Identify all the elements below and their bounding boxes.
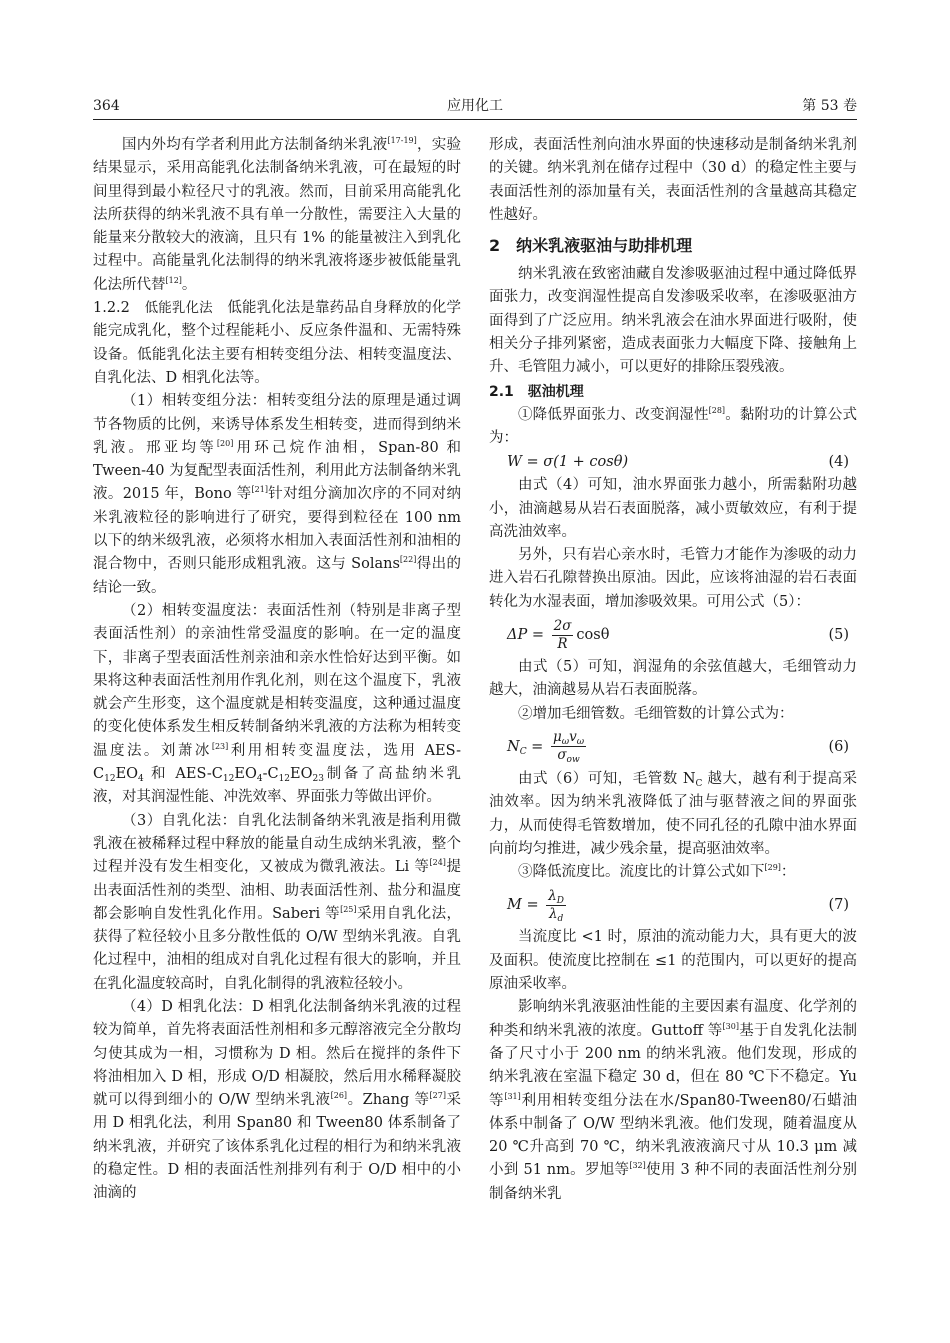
paragraph-item-3: ③降低流度比。流度比的计算公式如下[29]： bbox=[518, 863, 796, 881]
citation: [24] bbox=[429, 858, 446, 868]
paragraph-wettability: 另外，只有岩心亲水时，毛管力才能作为渗吸的动力进入岩石孔隙替换出原油。因此，应该将油湿的岩石表面转化为水湿表面，增加渗吸效果。可用公式（5）： bbox=[489, 547, 857, 610]
citation: [32] bbox=[629, 1161, 646, 1171]
paragraph-factors: 影响纳米乳液驱油性能的主要因素有温度、化学剂的种类和纳米乳液的浓度。Guttoff 等[30]基于自发乳化法制备了尺寸小于 200 nm 的纳米乳液。他们发现，形成的纳米乳液在室温下稳定 30 d，但在 80 ℃下不稳定。Yu 等[31]利用相转变组分法在水/Span80-Tween80/石蜡油体系中制备了 O/W 型纳米乳液。他们发现，随着温度从 20 ℃升高到 70 ℃，纳米乳液液滴尺寸从 10.3 μm 减小到 51 nm。罗旭等[32]使用 3 种不同的表面活性剂分别制备纳米乳 bbox=[489, 999, 858, 1202]
journal-title: 应用化工 bbox=[447, 98, 503, 114]
paragraph-eq7-explanation: 当流度比 <1 时，原油的流动能力大，具有更大的波及面积。使流度比控制在 ≤1 的范围内，可以更好的提高原油采收率。 bbox=[489, 929, 857, 993]
subsection-heading-2-1: 2.1 驱油机理 bbox=[489, 383, 584, 400]
citation: [29] bbox=[764, 863, 781, 873]
section-heading-2: 2 纳米乳液驱油与助排机理 bbox=[489, 236, 693, 256]
paragraph-continued: 形成，表面活性剂向油水界面的快速移动是制备纳米乳剂的关键。纳米乳剂在储存过程中（30 d）的稳定性主要与表面活性剂的添加量有关，表面活性剂的含量越高其稳定性越好。 bbox=[489, 137, 857, 223]
section-1-2-2: 1.2.2 低能乳化法 低能乳化法是靠药品自身释放的化学能完成乳化，整个过程能耗小、反应条件温和、无需特殊设备。低能乳化法主要有相转变组分法、相转变温度法、自乳化法、D 相乳化法等。 bbox=[93, 300, 462, 386]
paragraph-eq4-explanation: 由式（4）可知，油水界面张力越小，所需黏附功越小，油滴越易从岩石表面脱落，减小贾敏效应，有利于提高洗油效率。 bbox=[489, 477, 857, 540]
citation: [23] bbox=[211, 741, 229, 751]
paragraph-method-2: （2）相转变温度法：表面活性剂（特别是非离子型表面活性剂）的亲油性常受温度的影响。在一定的温度下，非离子型表面活性剂亲油和亲水性恰好达到平衡。如果将这种表面活性剂用作乳化剂，则在这个温度下，乳液就会产生形变，这个温度就是相转变温度，这种通过温度的变化使体系发生相反转制备纳米乳液的方法称为相转变温度法。刘萧冰[23]利用相转变温度法，选用 AES-$C_{12}EO_4$ 和 AES-$C_{12}EO_4-C_{12}EO_{23}$制备了高盐纳米乳液，对其润湿性能、冲洗效率、界面张力等做出评价。 bbox=[93, 602, 462, 806]
page-number: 364 bbox=[93, 98, 120, 114]
citation: [28] bbox=[708, 405, 726, 415]
section-number: 1.2.2 bbox=[93, 300, 130, 317]
equation-number: (4) bbox=[828, 454, 849, 471]
paragraph-eq6-explanation: 由式（6）可知，毛管数 $N_C$ 越大，越有利于提高采油效率。因为纳米乳液降低了油与驱替液之间的界面张力，从而使得毛管数增加，使不同孔径的孔隙中油水界面向前均匀推进，减少残余量，提高驱油效率。 bbox=[489, 770, 858, 857]
left-column bbox=[93, 134, 461, 1206]
citation: [21] bbox=[251, 485, 268, 495]
running-header bbox=[93, 95, 857, 120]
paragraph-method-1: （1）相转变组分法：相转变组分法的原理是通过调节各物质的比例，来诱导体系发生相转变，进而得到纳米乳液。邢亚均等[20]用环己烷作油相，Span-80 和 Tween-40 为复配型表面活性剂，利用此方法制备纳米乳液。2015 年，Bono 等[21]针对组分滴加次序的不同对纳米乳液粒径的影响进行了研究，要得到粒径在 100 nm 以下的纳米级乳液，必须将水相加入表面活性剂和油相的混合物中，否则只能形成粗乳液。这与 Solans[22]得出的结论一致。 bbox=[93, 393, 462, 596]
equation-5: ΔP = $\frac{2\sigma}{R}$ cosθ (5) bbox=[489, 614, 857, 656]
citation: [26] bbox=[330, 1091, 348, 1101]
citation: [30] bbox=[722, 1021, 739, 1031]
equation-4: W = σ(1 + cosθ) (4) bbox=[489, 450, 857, 474]
citation: [31] bbox=[504, 1091, 521, 1101]
paragraph-mechanism-intro: 纳米乳液在致密油藏自发渗吸驱油过程中通过降低界面张力，改变润湿性提高自发渗吸采收率，在渗吸驱油方面得到了广泛应用。纳米乳液会在油水界面进行吸附，使相关分子排列紧密，造成表面张力大幅度下降、接触角上升、毛管阻力减小，可以更好的排除压裂残液。 bbox=[489, 266, 857, 376]
citation: [25] bbox=[340, 904, 357, 914]
volume-label: 第 53 卷 bbox=[802, 98, 857, 114]
citation: [22] bbox=[399, 555, 417, 565]
citation: [12] bbox=[165, 275, 182, 285]
citation: [20] bbox=[216, 438, 234, 448]
equation-number: (7) bbox=[828, 897, 849, 914]
paragraph-eq5-explanation: 由式（5）可知，润湿角的余弦值越大，毛细管动力越大，油滴越易从岩石表面脱落。 bbox=[489, 659, 857, 699]
paragraph-item-1: ①降低界面张力、改变润湿性[28]。黏附功的计算公式为： bbox=[489, 405, 858, 446]
equation-number: (6) bbox=[828, 738, 849, 755]
paragraph-item-2: ②增加毛细管数。毛细管数的计算公式为： bbox=[518, 705, 794, 722]
paragraph-method-3: （3）自乳化法：自乳化法制备纳米乳液是指利用微乳液在被稀释过程中释放的能量自动生成纳米乳液，整个过程并没有发生相变化，又被成为微乳液法。Li 等[24]提出表面活性剂的类型、油相、助表面活性剂、盐分和温度都会影响自发性乳化作用。Saberi 等[25]采用自乳化法，获得了粒径较小且多分散性低的 O/W 型纳米乳液。自乳化过程中，油相的组成对自乳化过程有很大的影响，并且在乳化温度较高时，自乳化制得的乳液粒径较小。 bbox=[93, 812, 462, 992]
citation: [27] bbox=[429, 1091, 446, 1101]
equation-7: M = $\frac{\lambda_D}{\lambda_d}$ (7) bbox=[489, 884, 857, 926]
equation-6: $N_C$ = $\frac{\mu_\omega v_\omega}{\sigma_{ow}}$ (6) bbox=[489, 726, 857, 768]
paragraph-method-4: （4）D 相乳化法：D 相乳化法制备纳米乳液的过程较为简单，首先将表面活性剂相和多元醇溶液完全分散均匀使其成为一相，习惯称为 D 相。然后在搅拌的条件下将油相加入 D 相，形成 O/D 相凝胶，然后用水稀释凝胶就可以得到细小的 O/W 型纳米乳液[26]。Zhang 等[27]采用 D 相乳化法，利用 Span80 和 Tween80 体系制备了纳米乳液，并研究了该体系乳化过程的相行为和纳米乳液的稳定性。D 相的表面活性剂排列有利于 O/D 相中的小油滴的 bbox=[93, 998, 461, 1202]
citation: [17-19] bbox=[387, 136, 417, 145]
right-column bbox=[489, 134, 857, 1206]
paragraph-high-energy: 国内外均有学者利用此方法制备纳米乳液[17-19]，实验结果显示，采用高能乳化法制备纳米乳液，可在最短的时间里得到最小粒径尺寸的乳液。然而，目前采用高能乳化法所获得的纳米乳液不具有单一分散性，需要注入大量的能量来分散较大的液滴，且只有 1% 的能量被注入到乳化过程中。高能量乳化法制得的纳米乳液将逐步被低能量乳化法所代替[12]。 bbox=[93, 136, 462, 293]
equation-number: (5) bbox=[828, 627, 849, 644]
section-title: 低能乳化法 bbox=[144, 300, 213, 317]
